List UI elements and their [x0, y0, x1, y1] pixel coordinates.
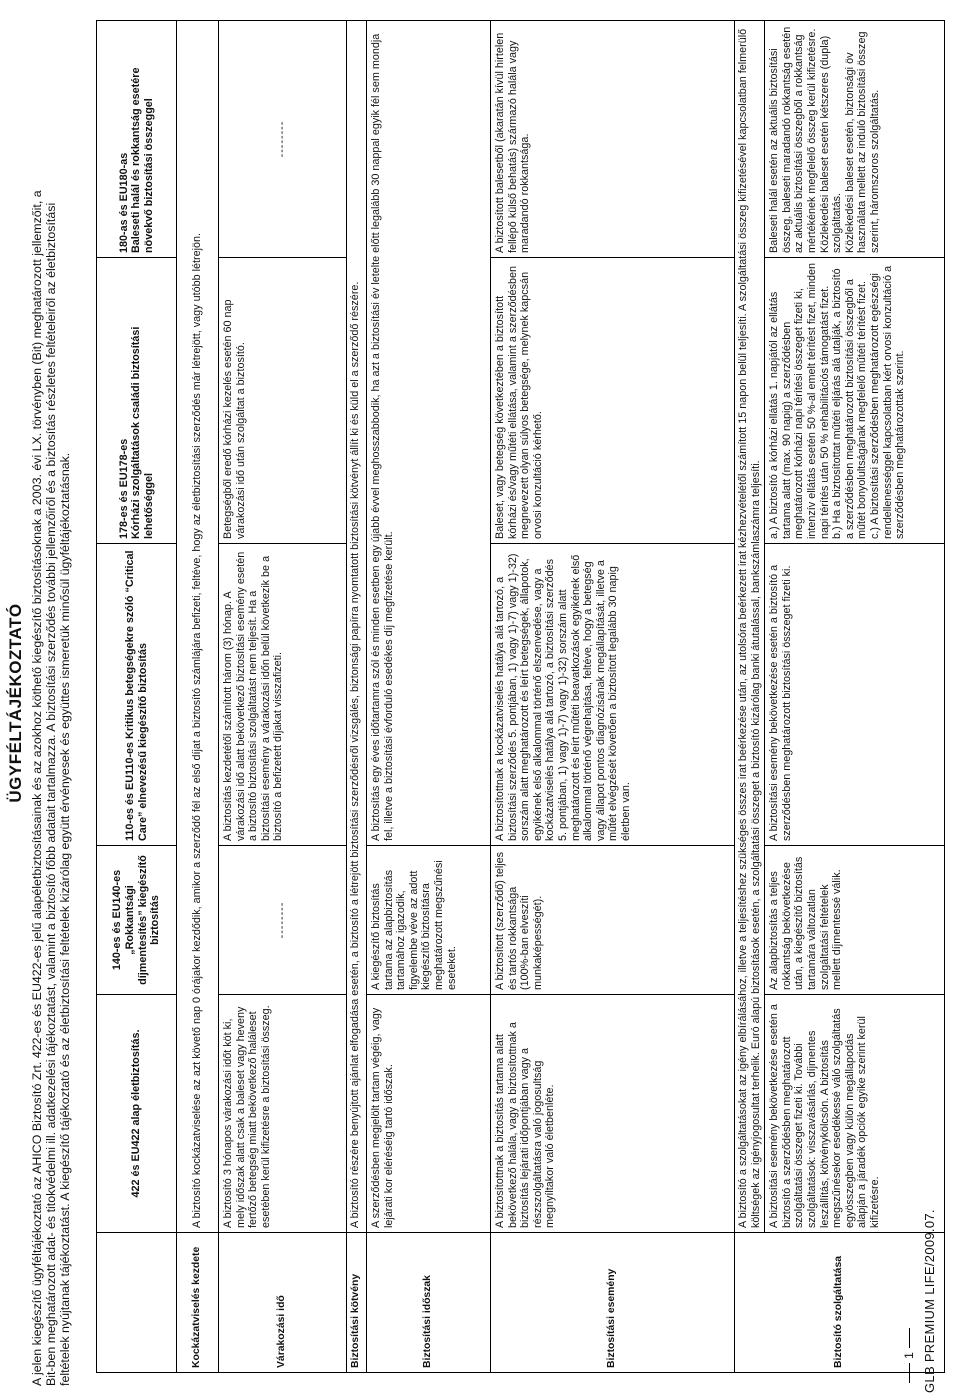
insured-event-disability: A biztosított (szerződő) teljes és tartós rokkantsága (100%-ban elveszíti munkaképességét).	[491, 846, 735, 995]
row-header-risk-start: Kockázatviselés kezdete	[177, 1233, 219, 1373]
insurance-period-base: A szerződésben megjelölt tartam végéig, vagy lejárati kor eléréséig tartó időszak.	[367, 995, 491, 1233]
table-row	[367, 21, 491, 1373]
column-header-hospital-services: 178-es és EU178-es Kórházi szolgáltatások családi biztosítási lehetőséggel	[97, 258, 177, 544]
row-header-policy: Biztosítási kötvény	[347, 1233, 367, 1373]
insurer-service-hospital: a.) A biztosító a kórházi ellátás 1. napjától az ellátás tartama alatt (max. 90 napig) a szerződésben meghatározott kórházi napi térítési összeget fizeti ki, intenzív ellátás esetén 50 %-al emelt térítést fizet, minden napi térítés után 50 % rehabilitációs támogatást fizet. b.) Ha a biztosítottat műtéti eljárás alá utalják, a biztosító a szerződésben meghatározott biztosítási összegből a műtét bonyolultságának megfelelő műtéti térítést fizet. c.) A biztosítási szerződésben meghatározott egészségi rendellenességgel kapcsolatban kért orvosi konzultáció a szerződésben meghatározottak szerint.	[765, 258, 945, 544]
intro-line: A jelen kiegészítő ügyféltájékoztató az AHICO Biztosító Zrt. 422-es és EU422-es jelű alapéletbiztosításainak és az azokhoz köthető kiegészítő biztosításoknak a 2003. évi LX. törvényben (Bit) meghatározott jellemzőit, a	[30, 190, 44, 1386]
column-header-critical-care: 110-es és EU110-es Kritikus betegségekre szóló “Critical Care” elnevezésű kiegészítő biztosítás	[97, 544, 177, 846]
table-row	[491, 21, 735, 1373]
row-header-insurer-service: Biztosító szolgáltatása	[735, 1233, 945, 1373]
waiting-period-hospital: Betegségből eredő kórházi kezelés esetén 60 nap várakozási idő után szolgáltat a biztosító.	[219, 258, 347, 544]
risk-start-text: A biztosító kockázatviselése az azt követő nap 0 órájakor kezdődik, amikor a szerződő fél az első díjat a biztosító számlájára befizeti, feltéve, hogy az életbiztosítási szerződés már létrejött, vagy utóbb létrejön.	[177, 21, 219, 1233]
insured-event-base: A biztosítottnak a biztosítás tartama alatt bekövetkező halála, vagy a biztosítottnak a biztosítás lejárati időpontjában vagy a részszolgáltatásra való jogosultság megnyíltakor való életbenléte.	[491, 995, 735, 1233]
insured-event-hospital: Baleset, vagy betegség következtében a biztosított kórházi és/vagy műtéti ellátása, valamint a szerződésben megnevezett olyan súlyos betegsége, melynek kapcsán orvosi konzultáció kérhető.	[491, 258, 735, 544]
table-row	[735, 21, 765, 1373]
page-number: 1	[902, 1318, 916, 1393]
insurance-period-disability: A kiegészítő biztosítás tartama az alapbiztosítás tartamához igazodik, figyelembe véve az adott kiegészítő biztosításra meghatározott megszűnési eseteket.	[367, 846, 491, 995]
insurer-service-critical-care: A biztosítási esemény bekövetkezése esetén a biztosító a szerződésben meghatározott biztosítási összeget fizeti ki.	[765, 544, 945, 846]
waiting-period-critical-care: A biztosítás kezdetétől számított három (3) hónap. A várakozási idő alatt bekövetkező biztosítási esemény esetén a biztosító biztosítási szolgáltatást nem teljesít. Ha a biztosítási esemény a várakozási időn belül következik be a biztosító a befizetett díjakat visszafizeti.	[219, 544, 347, 846]
waiting-period-disability: --------	[219, 846, 347, 995]
column-header-disability-waiver: 140-es és EU140-es „Rokkantsági díjmentesítés” kiegészítő biztosítás	[97, 846, 177, 995]
column-header-base-life: 422 és EU422 alap életbiztosítás.	[97, 995, 177, 1233]
policy-text: A biztosító részére benyújtott ajánlat elfogadása esetén, a biztosító a létrejött biztosítási szerződésről vizsgálés, biztonsági papírra nyomtatott biztosítási kötvényt állít ki és küld el a szerződő részére.	[347, 21, 367, 1233]
insurer-service-accident: Baleseti halál esetén az aktuális biztosítási összeg, baleseti maradandó rokkantság esetén az aktuális biztosítási összegből a rokkantság mértékének megfelelő összeg kerül kifizetésre. Közlekedési baleset esetén kétszeres (dupla) szolgáltatás. Közlekedési baleset esetén, biztonsági öv használata mellett az induló biztosítási összeg szerint, háromszoros szolgáltatás.	[765, 21, 945, 258]
table-row	[219, 21, 347, 1373]
column-header-accident-death: 180-as és EU180-as Baleseti halál és rokkantság esetére növekvő biztosítási összeggel	[97, 21, 177, 258]
table-row	[177, 21, 219, 1373]
table-row	[765, 21, 945, 1373]
insured-event-critical-care: A biztosítottnak a kockázatviselés hatálya alá tartozó, a biztosítási szerződés 5. pontjában, 1) vagy 1)-7) vagy 1)-32) sorszám alatt meghatározott és leírt betegségek, állapotok, egyikének első alkalommal történő elszenvedése, vagy a kockázatviselés hatálya alá tartozó, a biztosítási szerződés 5. pontjában, 1) vagy 1)-7) vagy 1)-32) sorszám alatt meghatározott és leírt műtéti beavatkozások egyikének első alkalommal történő végrehajtása, feltéve, hogy a betegség vagy állapot pontos diagnózisának megállapítását, illetve a műtét elvégzését követően a biztosított legalább 30 napig életben van.	[491, 544, 735, 846]
intro-line: feltételek nyújtanak tájékoztatást. A kiegészítő tájékoztató és az életbiztosítási feltételek kizárólag együtt érvényesek és együttes ismeretük minősül ügyféltájékoztatásnak.	[58, 452, 73, 1386]
insurer-service-base: A biztosítási esemény bekövetkezése esetén a biztosító a szerződésben meghatározott szolgáltatási összeget fizeti ki. További szolgáltatások: visszavásárlás, díjmentes leszállítás, kötvénykölcsön. A biztosítás megszűnésekor esedékessé váló szolgáltatás egyösszegben vagy külön megállapodás alapján a járadék opciók egyike szerint kerül kifizetésre.	[765, 995, 945, 1233]
insured-event-accident: A biztosított balesetből (akaratán kívül hirtelen fellépő külső behatás) származó halála vagy maradandó rokkantsága.	[491, 21, 735, 258]
corner-cell	[97, 1233, 177, 1373]
row-header-insurance-period: Biztosítási időszak	[367, 1233, 491, 1373]
insurer-service-general: A biztosító a szolgáltatásokat az igény elbírálásához, illetve a teljesítéshez szükséges összes irat beérkezése után, az utolsóra beérkezett irat kézhezvételétől számított 15 napon belül teljesíti. A szolgáltatási összeg kifizetésével kapcsolatban felmerülő költségek az igényjogosultat terhelik. Euró alapú biztosítások esetén, a szolgáltatási összeget a biztosító kizárólag banki átutalással, bankszámlaszámra teljesíti.	[735, 21, 765, 1233]
table-row	[347, 21, 367, 1373]
insurance-terms-table	[96, 20, 945, 1373]
page-title: ÜGYFÉLTÁJÉKOZTATÓ	[6, 603, 25, 803]
insurer-service-disability: Az alapbiztosítás a teljes rokkantság bekövetkezése után, a kiegészítő biztosítás tartamára változatlan szolgáltatási feltételek mellett díjmentessé válik.	[765, 846, 945, 995]
row-header-waiting-period: Várakozási idő	[219, 1233, 347, 1373]
table-header-row	[97, 21, 177, 1373]
row-header-insured-event: Biztosítási esemény	[491, 1233, 735, 1373]
insurance-period-others: A biztosítás egy éves időtartamra szól és minden esetben egy újabb évvel meghosszabbodik, ha azt a biztosítási év letelte előtt legalább 30 nappal egyik fél sem mondja fel, illetve a biztosítási évforduló esedékes díj megfizetése került.	[367, 21, 491, 846]
intro-line: Bit-ben meghatározott adat- és titokvédelmi ill. adatkezelési tájékoztatást, valamint a biztosító főbb adatait tartalmazza. A biztosítási szerződés további jellemzőiről és a biztosítás részletes feltételeiről az életbiztosítási	[44, 202, 59, 1386]
waiting-period-base: A biztosító 3 hónapos várakozási időt köt ki, mely időszak alatt csak a baleset vagy heveny fertőző betegség miatt bekövetkező haláleset esetében kerül kifizetésre a biztosítási összeg.	[219, 995, 347, 1233]
waiting-period-accident: --------	[219, 21, 347, 258]
intro-paragraph	[30, 14, 73, 1386]
document-code: GLB PREMIUM LIFE/2009.07.	[922, 1209, 937, 1393]
